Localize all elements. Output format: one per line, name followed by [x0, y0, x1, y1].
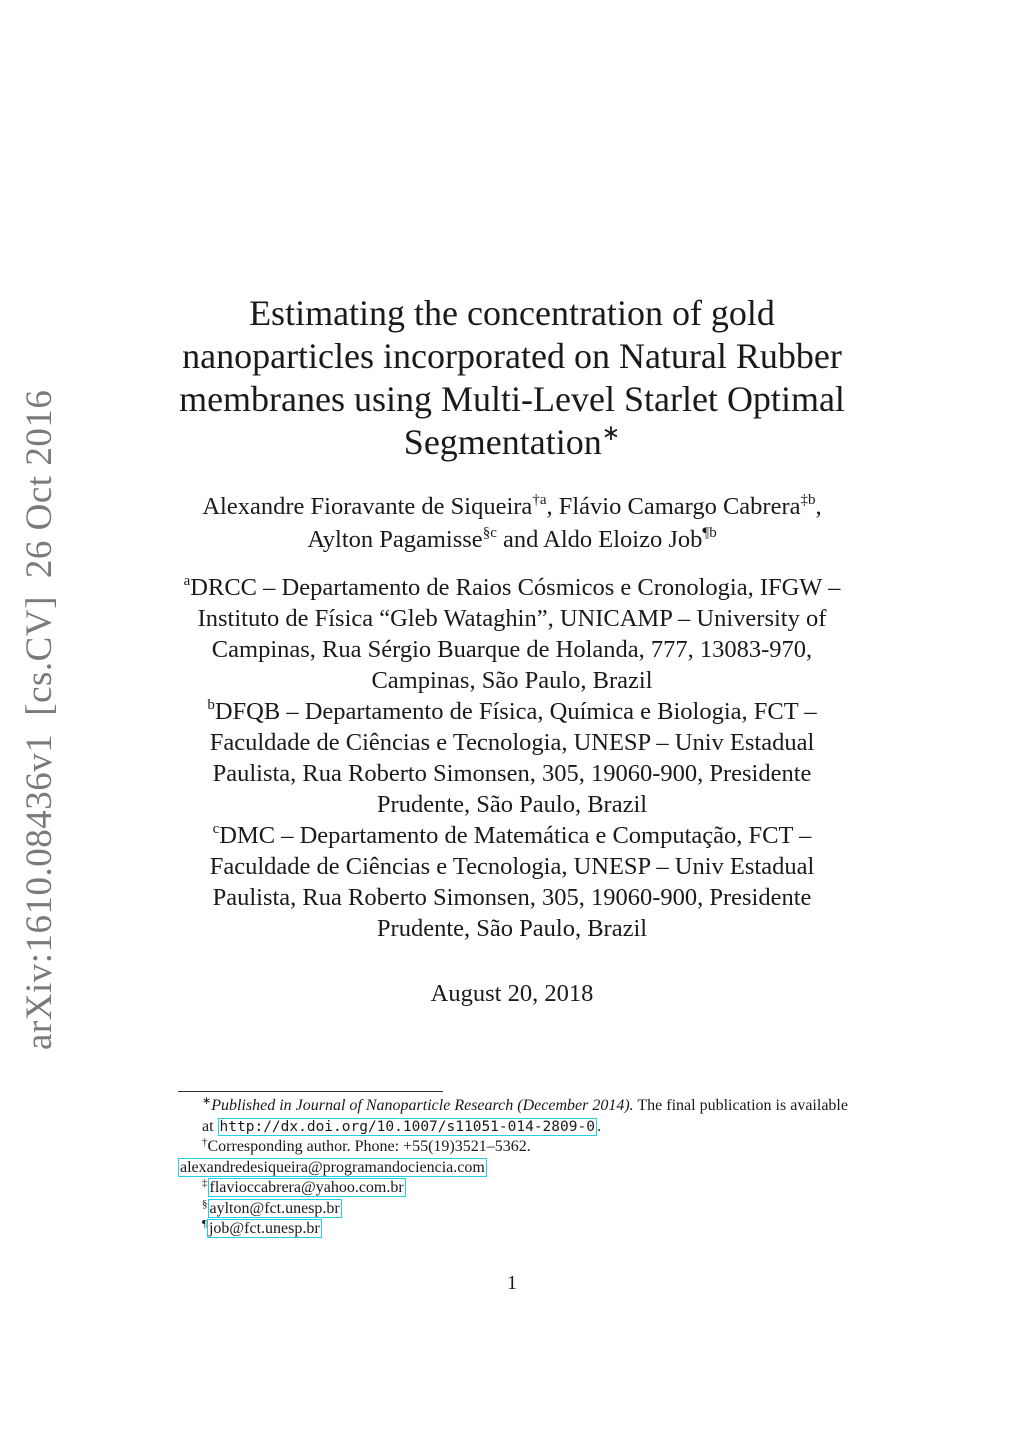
author-mark: †a — [532, 492, 547, 508]
footnote-mark: ∗ — [202, 1095, 212, 1107]
author-name: Aylton Pagamisse — [307, 526, 483, 553]
affiliation-a — [170, 572, 854, 696]
affiliation-text: DFQB – Departamento de Física, Química e Biologia, FCT – Faculdade de Ciências e Tecnologia, UNESP – Univ Estadual Paulista, Rua Roberto Simonsen, 305, 19060-900, Presidente Prudente, São Paulo, Brazil — [209, 698, 817, 818]
email-link-job[interactable]: job@fct.unesp.br — [208, 1220, 320, 1237]
author-mark: §c — [482, 525, 497, 541]
footnote-email-pagamisse — [178, 1199, 850, 1220]
email-link-pagamisse[interactable]: aylton@fct.unesp.br — [209, 1199, 340, 1217]
author-mark: ¶b — [702, 525, 717, 541]
publication-end: . — [596, 1117, 601, 1135]
arxiv-id: arXiv:1610.08436v1 — [19, 733, 60, 1050]
footnote-published — [178, 1096, 850, 1137]
publication-note: Published in Journal of Nanoparticle Research (December 2014). — [211, 1097, 634, 1114]
paper-date: August 20, 2018 — [430, 980, 594, 1007]
affiliation-list — [170, 572, 854, 944]
arxiv-stamp — [18, 372, 61, 1050]
footnote-mark: ‡ — [202, 1177, 208, 1189]
author-mark: ‡b — [800, 492, 816, 508]
doi-link[interactable]: http://dx.doi.org/10.1007/s11051-014-2809-0 — [219, 1118, 595, 1135]
footnotes — [178, 1096, 850, 1240]
publication-text: The final publication is available at — [202, 1097, 848, 1135]
corresponding-text: Corresponding author. Phone: +55(19)3521–5362. — [207, 1138, 531, 1155]
author-separator: , — [546, 493, 559, 520]
title-text: Estimating the concentration of gold nanoparticles incorporated on Natural Rubber membranes using Multi-Level Starlet Optimal Segmentation — [179, 293, 845, 462]
page-number: 1 — [507, 1272, 517, 1294]
affiliation-b — [170, 696, 854, 820]
affiliation-text: DMC – Departamento de Matemática e Computação, FCT – Faculdade de Ciências e Tecnologia, UNESP – Univ Estadual Paulista, Rua Roberto Simonsen, 305, 19060-900, Presidente Prudente, São Paulo, Brazil — [209, 822, 815, 942]
title-footnote-mark: ∗ — [601, 420, 621, 445]
footnote-mark: § — [202, 1197, 208, 1210]
arxiv-category: [cs.CV] — [19, 596, 60, 716]
footnote-email-cabrera — [178, 1178, 850, 1199]
footnote-divider — [178, 1091, 443, 1092]
author-name: Aldo Eloizo Job — [543, 526, 703, 553]
author-name: Alexandre Fioravante de Siqueira — [202, 493, 533, 520]
author-separator: , — [815, 493, 822, 520]
author-separator: and — [496, 526, 544, 553]
affiliation-c — [170, 820, 854, 944]
footnote-email-job — [178, 1219, 850, 1240]
paper-title — [170, 292, 854, 464]
email-link-cabrera[interactable]: flavioccabrera@yahoo.com.br — [209, 1179, 404, 1196]
arxiv-date: 26 Oct 2016 — [19, 389, 60, 579]
author-name: Flávio Camargo Cabrera — [558, 493, 801, 520]
affiliation-label: a — [183, 573, 191, 589]
affiliation-label: c — [212, 821, 220, 837]
affiliation-text: DRCC – Departamento de Raios Cósmicos e Cronologia, IFGW – Instituto de Física “Gleb Wataghin”, UNICAMP – University of Campinas, Rua Sérgio Buarque de Holanda, 777, 13083-970, Campinas, São Paulo, Brazil — [190, 574, 841, 694]
email-link-siqueira[interactable]: alexandredesiqueira@programandociencia.com — [180, 1158, 485, 1176]
affiliation-label: b — [207, 697, 215, 713]
footnote-mark: ¶ — [202, 1218, 207, 1230]
footnote-mark: † — [202, 1136, 208, 1148]
footnote-corresponding — [178, 1137, 850, 1158]
footnote-corresponding-email — [178, 1158, 850, 1179]
author-list — [200, 490, 824, 556]
